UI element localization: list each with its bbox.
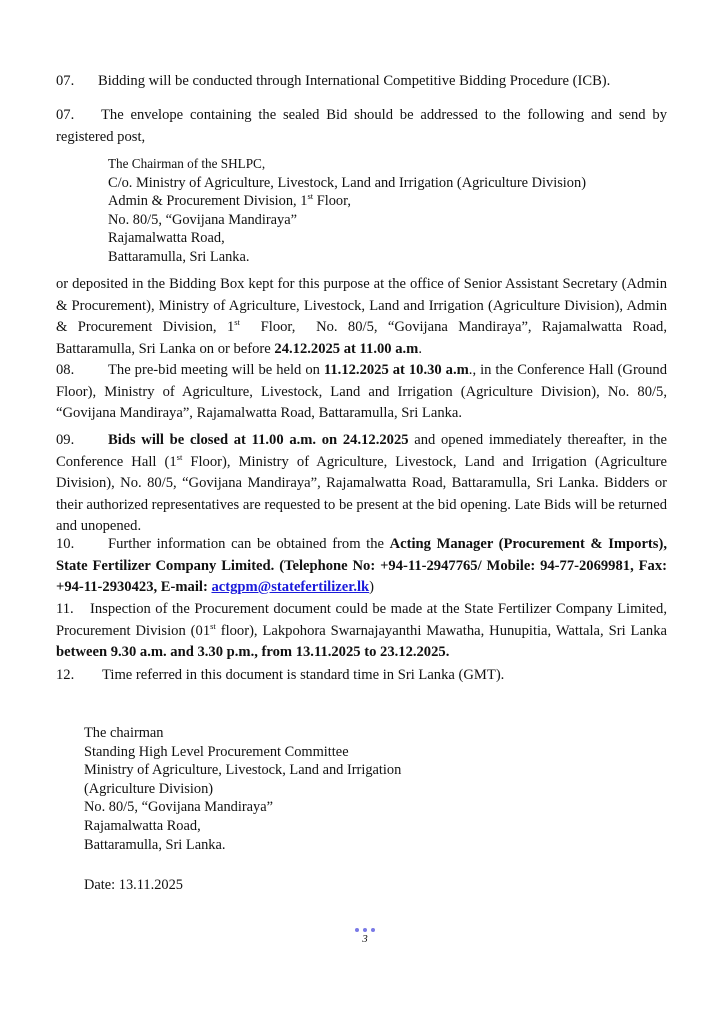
paragraph-text: The envelope containing the sealed Bid should be addressed to the following and send by registered post, (56, 107, 667, 145)
paragraph-10-further-information: 10. Further information can be obtained from the Acting Manager (Procurement & Imports), State Fertilizer Company Limited. (Telephone No: +94-11-2947765/ Mobile: 94-77-2069981, Fax: +94-11-2930423, E-mail: actgpm@statefertilizer.lk) (56, 536, 667, 595)
contact-details: Acting Manager (Procurement & Imports), State Fertilizer Company Limited. (Telephone No: +94-11-2947765/ Mobile: 94-77-2069981, Fax: +94-11-2930423, E-mail: (56, 536, 667, 595)
signature-block (84, 724, 401, 854)
address-line: Battaramulla, Sri Lanka. (108, 248, 250, 265)
document-date: Date: 13.11.2025 (84, 877, 183, 893)
signature-line: Ministry of Agriculture, Livestock, Land and Irrigation (84, 762, 402, 779)
signature-line: (Agriculture Division) (84, 780, 214, 797)
paragraph-08-pre-bid-meeting: 08. The pre-bid meeting will be held on 11.12.2025 at 10.30 a.m., in the Conference Hall (Ground Floor), Ministry of Agriculture, Livestock, Land and Irrigation (Agriculture Division), No. 80/5, “Govijana Mandiraya”, Rajamalwatta Road, Battaramulla, Sri Lanka. (56, 362, 667, 421)
signature-line: No. 80/5, “Govijana Mandiraya” (84, 799, 274, 816)
paragraph-11-inspection: 11. Inspection of the Procurement document could be made at the State Fertilizer Company Limited, Procurement Division (01st floor), Lakpohora Swarnajayanthi Mawatha, Hunupitia, Wattala, Sri Lanka between 9.30 a.m. and 3.30 p.m., from 13.11.2025 to 23.12.2025. (56, 601, 667, 660)
paragraph-number: 07. (56, 107, 75, 123)
page-number: 3 (362, 933, 368, 945)
address-line: The Chairman of the SHLPC, (108, 156, 266, 171)
address-line: No. 80/5, “Govijana Mandiraya” (108, 211, 298, 228)
paragraph-number: 09. (56, 432, 75, 448)
paragraph-number: 11. (56, 601, 74, 617)
paragraph-text: Time referred in this document is standard time in Sri Lanka (GMT). (102, 667, 505, 683)
page-footer (352, 928, 378, 945)
paragraph-number: 12. (56, 667, 75, 683)
paragraph-number: 10. (56, 536, 75, 552)
pre-bid-date: 11.12.2025 at 10.30 a.m (323, 362, 469, 378)
paragraph-number: 07. (56, 73, 75, 89)
paragraph-07-envelope (56, 105, 667, 148)
paragraph-09-bid-closing: 09. Bids will be closed at 11.00 a.m. on 24.12.2025 and opened immediately thereafter, in the Conference Hall (1st Floor), Ministry of Agriculture, Livestock, Land and Irrigation (Agriculture Division), No. 80/5, “Govijana Mandiraya”, Rajamalwatta Road, Battaramulla, Sri Lanka. Bidders or their authorized representatives are requested to be present at the bid opening. Late Bids will be returned and unopened. (56, 432, 667, 534)
signature-line: Battaramulla, Sri Lanka. (84, 836, 226, 853)
bid-closing-statement: Bids will be closed at 11.00 a.m. on 24.12.2025 (108, 432, 409, 448)
paragraph-deposit-bidding-box: or deposited in the Bidding Box kept for this purpose at the office of Senior Assistant Secretary (Admin & Procurement), Ministry of Agriculture, Livestock, Land and Irrigation (Agriculture Division), Admin & Procurement Division, 1st Floor, No. 80/5, “Govijana Mandiraya”, Rajamalwatta Road, Battaramulla, Sri Lanka on or before 24.12.2025 at 11.00 a.m. (56, 276, 671, 357)
signature-line: Standing High Level Procurement Committee (84, 743, 349, 760)
inspection-period: between 9.30 a.m. and 3.30 p.m., from 13.11.2025 to 23.12.2025. (56, 644, 450, 660)
bid-address-block (108, 155, 586, 266)
address-line: Admin & Procurement Division, 1st Floor, (108, 191, 351, 209)
address-line: C/o. Ministry of Agriculture, Livestock, Land and Irrigation (Agriculture Division) (108, 174, 586, 191)
footer-dots-icon (355, 928, 375, 932)
signature-line: Rajamalwatta Road, (84, 817, 201, 834)
paragraph-12-time-reference (56, 665, 667, 687)
deadline-date: 24.12.2025 at 11.00 a.m (274, 340, 419, 357)
paragraph-text: Bidding will be conducted through International Competitive Bidding Procedure (ICB). (98, 73, 611, 89)
paragraph-07-bidding-procedure (56, 71, 667, 93)
email-link[interactable]: actgpm@statefertilizer.lk (211, 579, 370, 595)
paragraph-number: 08. (56, 362, 75, 378)
address-line: Rajamalwatta Road, (108, 230, 225, 246)
signature-line: The chairman (84, 725, 164, 741)
